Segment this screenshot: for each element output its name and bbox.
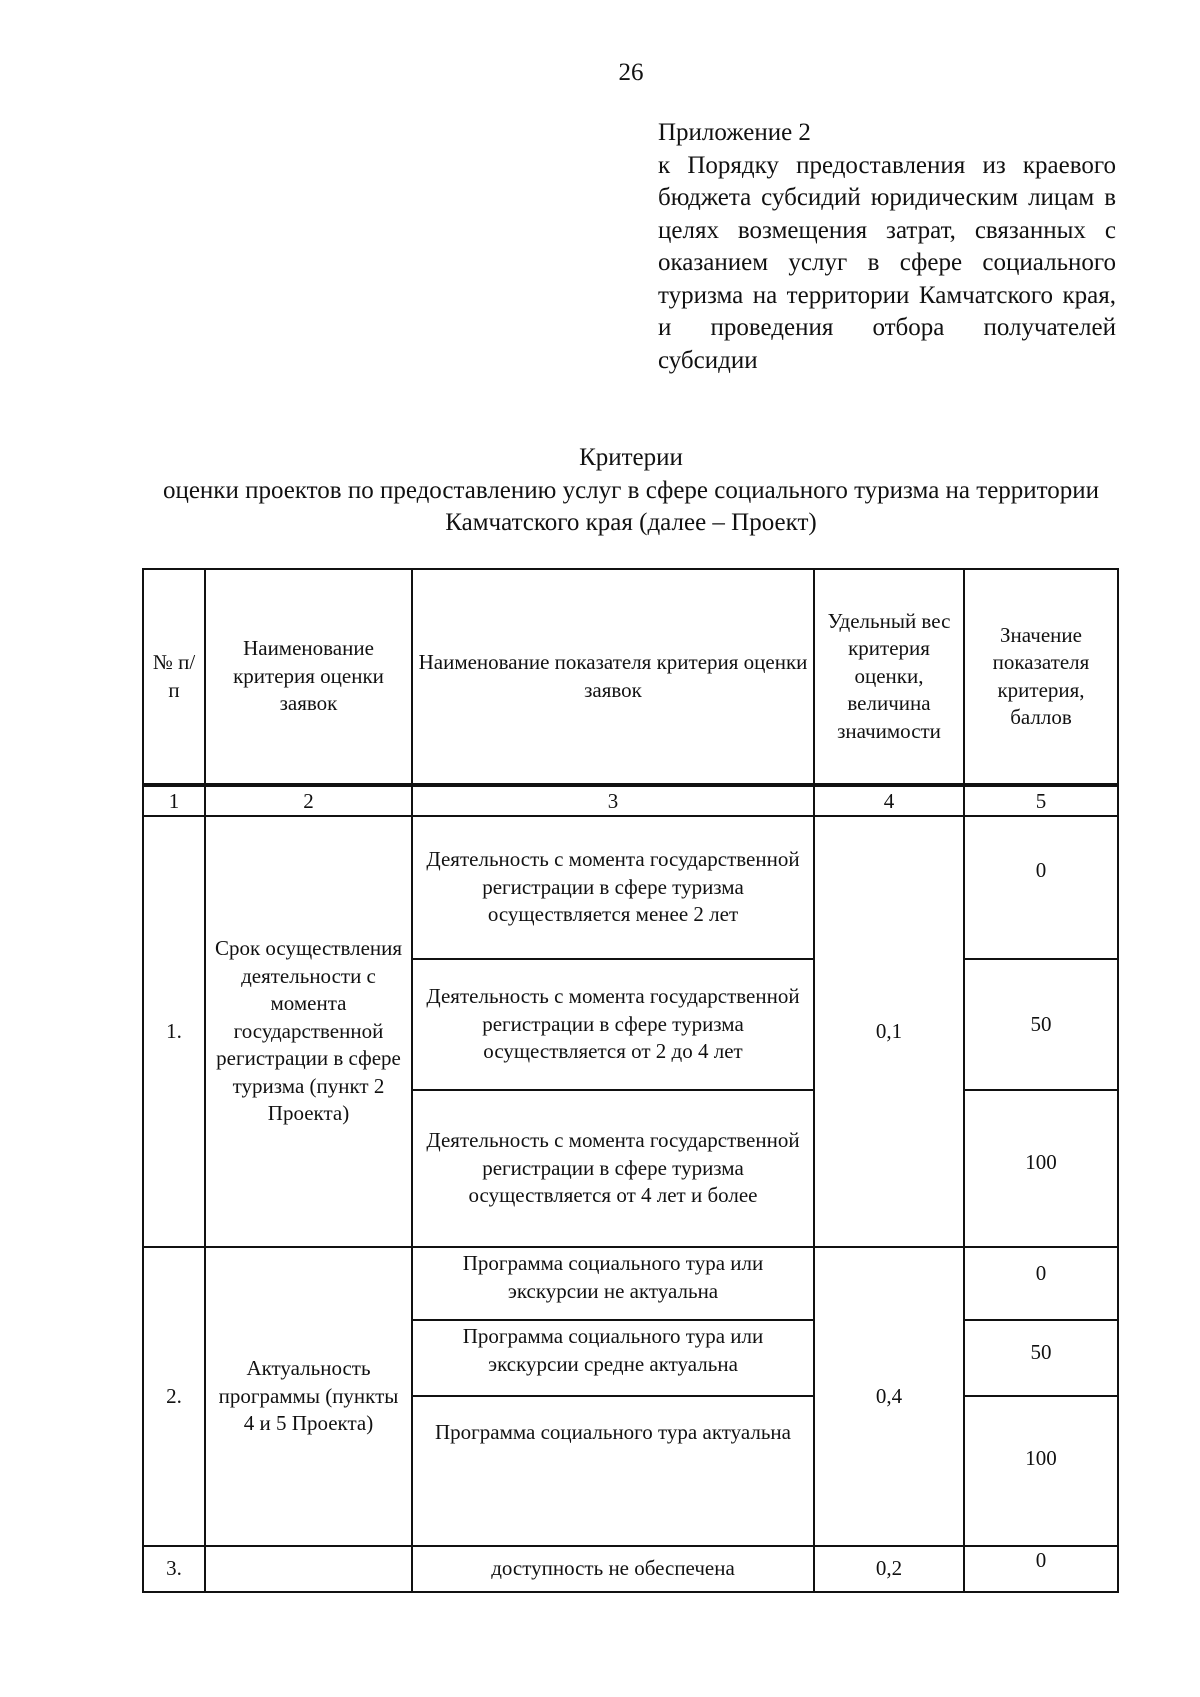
table-row [143, 816, 1118, 959]
indicator-text: Деятельность с момента государственной регистрации в сфере туризма осуществляется от 4 лет и более [412, 1090, 814, 1247]
document-title: Критерии [579, 444, 683, 471]
indicator-score: 0 [964, 1247, 1118, 1320]
header-weight: Удельный вес критерия оценки, величина значимости [814, 569, 964, 784]
row-number: 1. [143, 816, 205, 1247]
indicator-score: 0 [964, 1546, 1118, 1592]
header-criterion: Наименование критерия оценки заявок [205, 569, 412, 784]
criteria-table-header [142, 568, 1119, 785]
appendix-text: к Порядку предоставления из краевого бюджета субсидий юридическим лицам в целях возмещения затрат, связанных с оказанием услуг в сфере социального туризма на территории Камчатского края, и проведения отбора получателей субсидии [658, 151, 1116, 374]
indicator-text: Программа социального тура или экскурсии не актуальна [412, 1247, 814, 1320]
header-indicator: Наименование показателя критерия оценки заявок [412, 569, 814, 784]
indicator-text: Программа социального тура или экскурсии средне актуальна [412, 1320, 814, 1396]
criterion-weight: 0,2 [814, 1546, 964, 1592]
header-row [143, 569, 1118, 784]
column-number: 1 [143, 786, 205, 816]
table-row [143, 1247, 1118, 1320]
criterion-name: Актуальность программы (пункты 4 и 5 Проекта) [205, 1247, 412, 1546]
column-number: 3 [412, 786, 814, 816]
appendix-title: Приложение 2 [658, 119, 811, 146]
criteria-table [142, 785, 1119, 1593]
row-number: 2. [143, 1247, 205, 1546]
indicator-score: 0 [964, 816, 1118, 959]
column-number: 4 [814, 786, 964, 816]
page-number: 26 [618, 59, 644, 86]
criterion-weight: 0,4 [814, 1247, 964, 1546]
document-subtitle: оценки проектов по предоставлению услуг в сфере социального туризма на территории Камчатского края (далее – Проект) [162, 477, 1100, 536]
indicator-score: 100 [964, 1090, 1118, 1247]
column-number: 5 [964, 786, 1118, 816]
indicator-score: 50 [964, 959, 1118, 1090]
indicator-score: 50 [964, 1320, 1118, 1396]
header-number: № п/п [143, 569, 205, 784]
criterion-name [205, 1546, 412, 1592]
indicator-text: Деятельность с момента государственной регистрации в сфере туризма осуществляется менее 2 лет [412, 816, 814, 959]
indicator-text: Программа социального тура актуальна [412, 1396, 814, 1546]
column-number-row [143, 786, 1118, 816]
criterion-name: Срок осуществления деятельности с момента государственной регистрации в сфере туризма (пункт 2 Проекта) [205, 816, 412, 1247]
appendix-block [658, 117, 1116, 377]
indicator-score: 100 [964, 1396, 1118, 1546]
header-score: Значение показателя критерия, баллов [964, 569, 1118, 784]
indicator-text: Деятельность с момента государственной регистрации в сфере туризма осуществляется от 2 до 4 лет [412, 959, 814, 1090]
table-row [143, 1546, 1118, 1592]
indicator-text: доступность не обеспечена [412, 1546, 814, 1592]
row-number: 3. [143, 1546, 205, 1592]
criterion-weight: 0,1 [814, 816, 964, 1247]
column-number: 2 [205, 786, 412, 816]
